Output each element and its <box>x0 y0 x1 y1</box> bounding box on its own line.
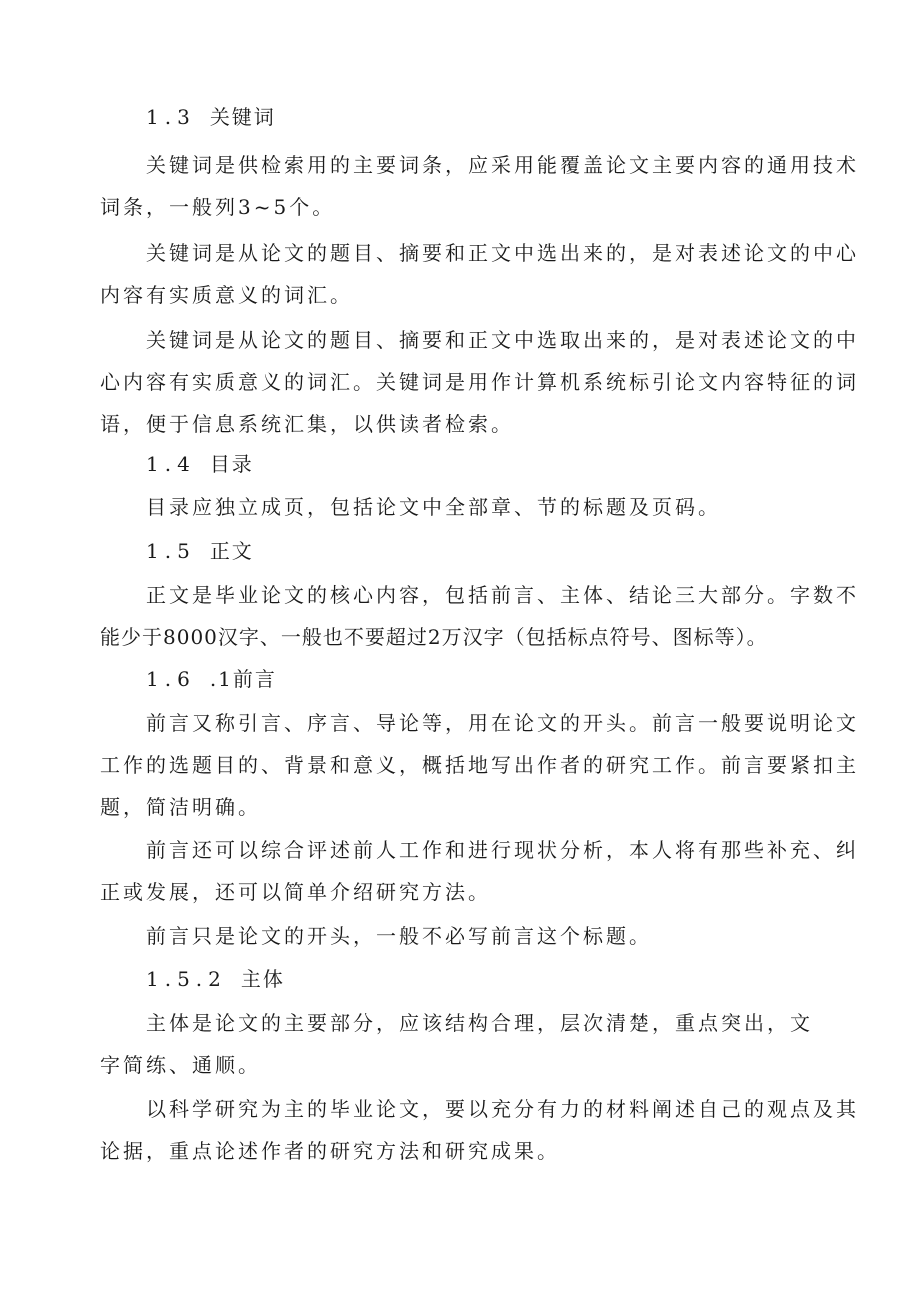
paragraph-line: 论据，重点论述作者的研究方法和研究成果。 <box>100 1139 560 1163</box>
paragraph-line: 关键词是从论文的题目、摘要和正文中选取出来的，是对表述论文的中 <box>146 328 859 352</box>
paragraph-line: 主体是论文的主要部分，应该结构合理，层次清楚，重点突出，文 <box>146 1011 813 1035</box>
paragraph <box>100 915 820 957</box>
paragraph <box>100 574 859 658</box>
section-number: 1.5 <box>146 539 196 563</box>
paragraph-line: 正或发展，还可以简单介绍研究方法。 <box>100 880 491 904</box>
paragraph-line: 能少于8000汉字、一般也不要超过2万汉字（包括标点符号、图标等）。 <box>100 625 768 649</box>
section-title: .1前言 <box>209 667 277 691</box>
paragraph-line: 前言只是论文的开头，一般不必写前言这个标题。 <box>146 924 652 948</box>
paragraph <box>100 1088 859 1172</box>
paragraph <box>100 486 820 528</box>
section-heading-1-4 <box>100 443 866 485</box>
paragraph-line: 字简练、通顺。 <box>100 1053 261 1077</box>
paragraph-line: 目录应独立成页，包括论文中全部章、节的标题及页码。 <box>146 495 721 519</box>
paragraph <box>100 232 859 316</box>
paragraph <box>100 1002 820 1086</box>
section-title: 目录 <box>209 452 254 476</box>
paragraph-line: 语，便于信息系统汇集，以供读者检索。 <box>100 412 514 436</box>
paragraph-line: 正文是毕业论文的核心内容，包括前言、主体、结论三大部分。字数不 <box>146 583 859 607</box>
section-heading-1-6 <box>100 658 866 700</box>
paragraph <box>100 702 859 828</box>
section-title: 主体 <box>240 967 285 991</box>
section-heading-1-5 <box>100 530 866 572</box>
section-heading-1-5-2 <box>100 958 866 1000</box>
section-number: 1.6 <box>146 667 196 691</box>
paragraph <box>100 144 859 228</box>
section-number: 1.4 <box>146 452 196 476</box>
paragraph-line: 题，简洁明确。 <box>100 795 261 819</box>
paragraph-line: 心内容有实质意义的词汇。关键词是用作计算机系统标引论文内容特征的词 <box>100 370 859 394</box>
paragraph <box>100 829 859 913</box>
section-title: 关键词 <box>209 105 276 129</box>
paragraph-line: 前言还可以综合评述前人工作和进行现状分析，本人将有那些补充、纠 <box>146 838 859 862</box>
section-number: 1.3 <box>146 105 196 129</box>
paragraph <box>100 319 859 445</box>
paragraph-line: 内容有实质意义的词汇。 <box>100 283 353 307</box>
paragraph-line: 工作的选题目的、背景和意义，概括地写出作者的研究工作。前言要紧扣主 <box>100 753 859 777</box>
paragraph-line: 前言又称引言、序言、导论等，用在论文的开头。前言一般要说明论文 <box>146 711 859 735</box>
paragraph-line: 以科学研究为主的毕业论文，要以充分有力的材料阐述自己的观点及其 <box>146 1097 859 1121</box>
paragraph-line: 关键词是供检索用的主要词条，应采用能覆盖论文主要内容的通用技术 <box>146 153 859 177</box>
paragraph-line: 词条，一般列3~5个。 <box>100 195 336 219</box>
section-heading-1-3 <box>100 96 866 138</box>
section-title: 正文 <box>209 539 254 563</box>
section-number: 1.5.2 <box>146 967 227 991</box>
paragraph-line: 关键词是从论文的题目、摘要和正文中选出来的，是对表述论文的中心 <box>146 241 859 265</box>
